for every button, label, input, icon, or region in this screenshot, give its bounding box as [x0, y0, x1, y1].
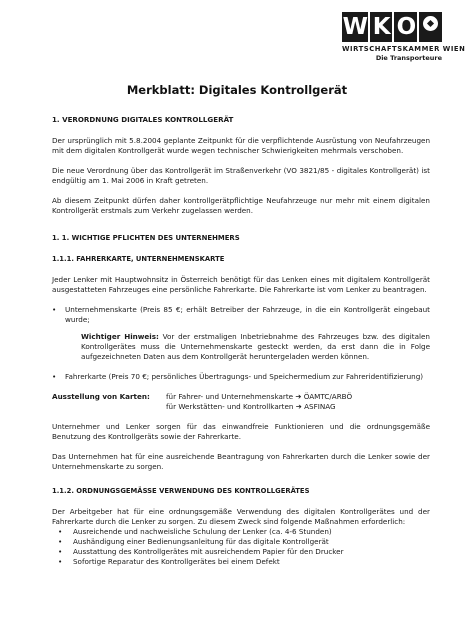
bullet-icon: • [58, 527, 63, 536]
list-item [58, 527, 430, 537]
arrow-right-icon: ➔ [295, 402, 302, 411]
list-item [52, 372, 430, 382]
logo-letter-k: K [370, 12, 393, 42]
subsection-heading: 1.1.2. ORDNUNGSGEMÄSSE VERWENDUNG DES KONTROLLGERÄTES [52, 487, 310, 495]
measures-list [58, 527, 430, 567]
card-issue-label: Ausstellung von Karten: [52, 392, 150, 401]
bullet-icon: • [52, 372, 57, 381]
paragraph: Ab diesem Zeitpunkt dürfen daher kontrollgerätpflichtige Neufahrzeuge nur mehr mit einem digitalen Kontrollgerät erstmals zum Verkehr zugelassen werden. [52, 196, 430, 215]
paragraph: Der Arbeitgeber hat für eine ordnungsgemäße Verwendung des digitalen Kontrollgerätes und der Fahrerkarte durch die Lenker zu sorgen. Zu diesem Zweck sind folgende Maßnahmen erforderlich: [52, 507, 430, 526]
paragraph: Unternehmer und Lenker sorgen für das einwandfreie Funktionieren und die ordnungsgemäße Benutzung des Kontrollgeräts sowie der Fahrerkarte. [52, 422, 430, 441]
card-issue-line [166, 402, 336, 412]
logo-organization-name: WIRTSCHAFTSKAMMER WIEN [342, 45, 465, 53]
issuer-text: ÖAMTC/ARBÖ [303, 392, 353, 401]
card-issue-spacer [52, 402, 166, 412]
list-item-text: Ausreichende und nachweisliche Schulung der Lenker (ca. 4-6 Stunden) [73, 527, 332, 536]
page-title: Merkblatt: Digitales Kontrollgerät [126, 83, 348, 97]
logo-emblem-icon [419, 12, 442, 42]
arrow-right-icon: ➔ [295, 392, 302, 401]
logo-subtitle: Die Transporteure [375, 54, 442, 62]
paragraph: Jeder Lenker mit Hauptwohnsitz in Österreich benötigt für das Lenken eines mit digitalem Kontrollgerät ausgestatteten Fahrzeuges eine persönliche Fahrerkarte. Die Fahrerkarte ist vom Lenker zu beantragen. [52, 275, 430, 294]
card-type-text: für Fahrer- und Unternehmenskarte [166, 392, 294, 401]
bullet-icon: • [58, 557, 63, 566]
list-item-text: Aushändigung einer Bedienungsanleitung für das digitale Kontrollgerät [73, 537, 329, 546]
paragraph: Die neue Verordnung über das Kontrollgerät im Straßenverkehr (VO 3821/85 - digitales Kontrollgerät) ist endgültig am 1. Mai 2006 in Kraft getreten. [52, 166, 430, 185]
list-item-text: Fahrerkarte (Preis 70 €; persönliches Übertragungs- und Speichermedium zur Fahreridentifizierung) [65, 372, 424, 381]
list-item [52, 305, 430, 325]
subsection-heading: 1.1.1. FAHRERKARTE, UNTERNEHMENSKARTE [52, 255, 225, 263]
list-item [58, 547, 430, 557]
logo-letter-w: W [342, 14, 368, 40]
bullet-icon: • [52, 305, 57, 314]
card-issue-line [166, 392, 352, 402]
paragraph: Der ursprünglich mit 5.8.2004 geplante Zeitpunkt für die verpflichtende Ausrüstung von Neufahrzeugen mit dem digitalen Kontrollgerät wurde wegen technischer Schwierigkeiten mehrmals verschoben. [52, 136, 430, 155]
list-item [58, 557, 430, 567]
bullet-icon: • [58, 547, 63, 556]
note-text: Vor der erstmaligen Inbetriebnahme des Fahrzeuges bzw. des digitalen Kontrollgerätes muss die Unternehmenskarte gesteckt werden, da erst dann die in Folge aufgezeichneten Daten aus dem Kontrollgerät heruntergeladen werden können. [81, 332, 430, 361]
list-item-text: Ausstattung des Kontrollgerätes mit ausreichendem Papier für den Drucker [73, 547, 344, 556]
bullet-icon: • [58, 537, 63, 546]
note-label: Wichtiger Hinweis: [81, 332, 159, 341]
section-heading: 1. VERORDNUNG DIGITALES KONTROLLGERÄT [52, 115, 234, 124]
logo-letters [342, 12, 442, 42]
logo-letter-o: O [394, 12, 417, 42]
list-item-text: Unternehmenskarte (Preis 85 €; erhält Betreiber der Fahrzeuge, in die ein Kontrollgerät eingebaut wurde; [65, 305, 430, 324]
card-issue-row [52, 402, 430, 412]
paragraph: Das Unternehmen hat für eine ausreichende Beantragung von Fahrerkarten durch die Lenker sowie der Unternehmenskarte zu sorgen. [52, 452, 430, 471]
document-body [52, 115, 430, 567]
list-item-text: Sofortige Reparatur des Kontrollgerätes bei einem Defekt [73, 557, 280, 566]
important-note [81, 332, 430, 362]
card-type-text: für Werkstätten- und Kontrollkarten [166, 402, 294, 411]
card-issue-row [52, 392, 430, 402]
list-item [58, 537, 430, 547]
wko-logo [342, 12, 465, 62]
section-heading: 1. 1. WICHTIGE PFLICHTEN DES UNTERNEHMERS [52, 234, 240, 242]
issuer-text: ASFINAG [304, 402, 336, 411]
